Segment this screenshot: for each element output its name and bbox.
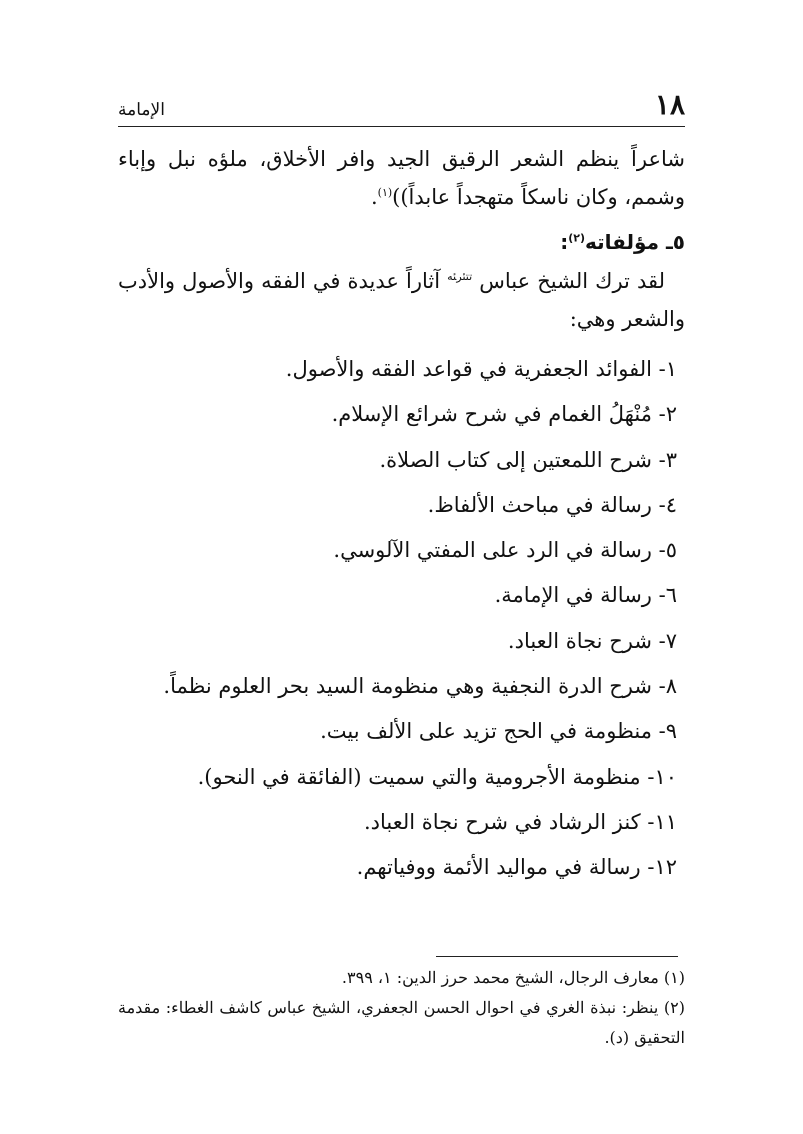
continuation-end: . [370, 185, 378, 209]
footnote-ref-2: (٢) [568, 231, 585, 245]
work-item: ٩- منظومة في الحج تزيد على الألف بيت. [320, 719, 677, 744]
section-heading-colon: : [560, 230, 569, 254]
work-item: ٣- شرح اللمعتين إلى كتاب الصلاة. [379, 447, 677, 472]
continuation-text: شاعراً ينظم الشعر الرقيق الجيد وافر الأخلاق، ملؤه نبل وإباء وشمم، وكان ناسكاً متهجداً عابداً)) [118, 147, 685, 209]
work-item: ١- الفوائد الجعفرية في قواعد الفقه والأصول. [285, 357, 677, 381]
work-item: ٦- رسالة في الإمامة. [494, 583, 677, 608]
footnote-separator [436, 956, 678, 957]
work-item: ٧- شرح نجاة العباد. [507, 628, 677, 653]
footnote-2: (٢) ينظر: نبذة الغري في احوال الحسن الجعفري، الشيخ عباس كاشف الغطاء: مقدمة التحقيق (د). [118, 998, 685, 1047]
header-rule [118, 126, 685, 127]
work-item: ١١- كنز الرشاد في شرح نجاة العباد. [363, 809, 677, 834]
section-heading [118, 222, 685, 262]
footnote-1: (١) معارف الرجال، الشيخ محمد حرز الدين: ١، ٣٩٩. [341, 968, 685, 987]
continuation-paragraph [118, 140, 685, 216]
page-number: ١٨ [654, 88, 685, 121]
footnote-ref-1: (١) [377, 186, 393, 199]
intro-paragraph [118, 262, 685, 338]
works-list [117, 347, 677, 891]
intro-text-start: لقد ترك الشيخ عباس [479, 269, 665, 293]
work-item: ١٠- منظومة الأجرومية والتي سميت (الفائقة في النحو). [197, 764, 677, 789]
work-item: ٨- شرح الدرة النجفية وهي منظومة السيد بحر العلوم نظماً. [163, 674, 677, 699]
section-heading-text: ٥ـ مؤلفاته [585, 230, 685, 254]
main-text [118, 140, 685, 338]
intro-text-end: آثاراً عديدة في الفقه والأصول والأدب والشعر وهي: [118, 269, 685, 331]
work-item: ١٢- رسالة في مواليد الأئمة ووفياتهم. [356, 855, 677, 880]
running-title: الإمامة [118, 100, 165, 120]
running-header [118, 86, 685, 122]
footnotes [118, 963, 685, 1053]
work-item: ٤- رسالة في مباحث الألفاظ. [427, 492, 677, 517]
work-item: ٥- رسالة في الرد على المفتي الآلوسي. [333, 538, 677, 563]
honorific-glyph: ﺗﺘﺌﺮﺌﻪ [447, 270, 473, 283]
work-item: ٢- مُنْهَلُ الغمام في شرح شرائع الإسلام. [331, 402, 677, 427]
